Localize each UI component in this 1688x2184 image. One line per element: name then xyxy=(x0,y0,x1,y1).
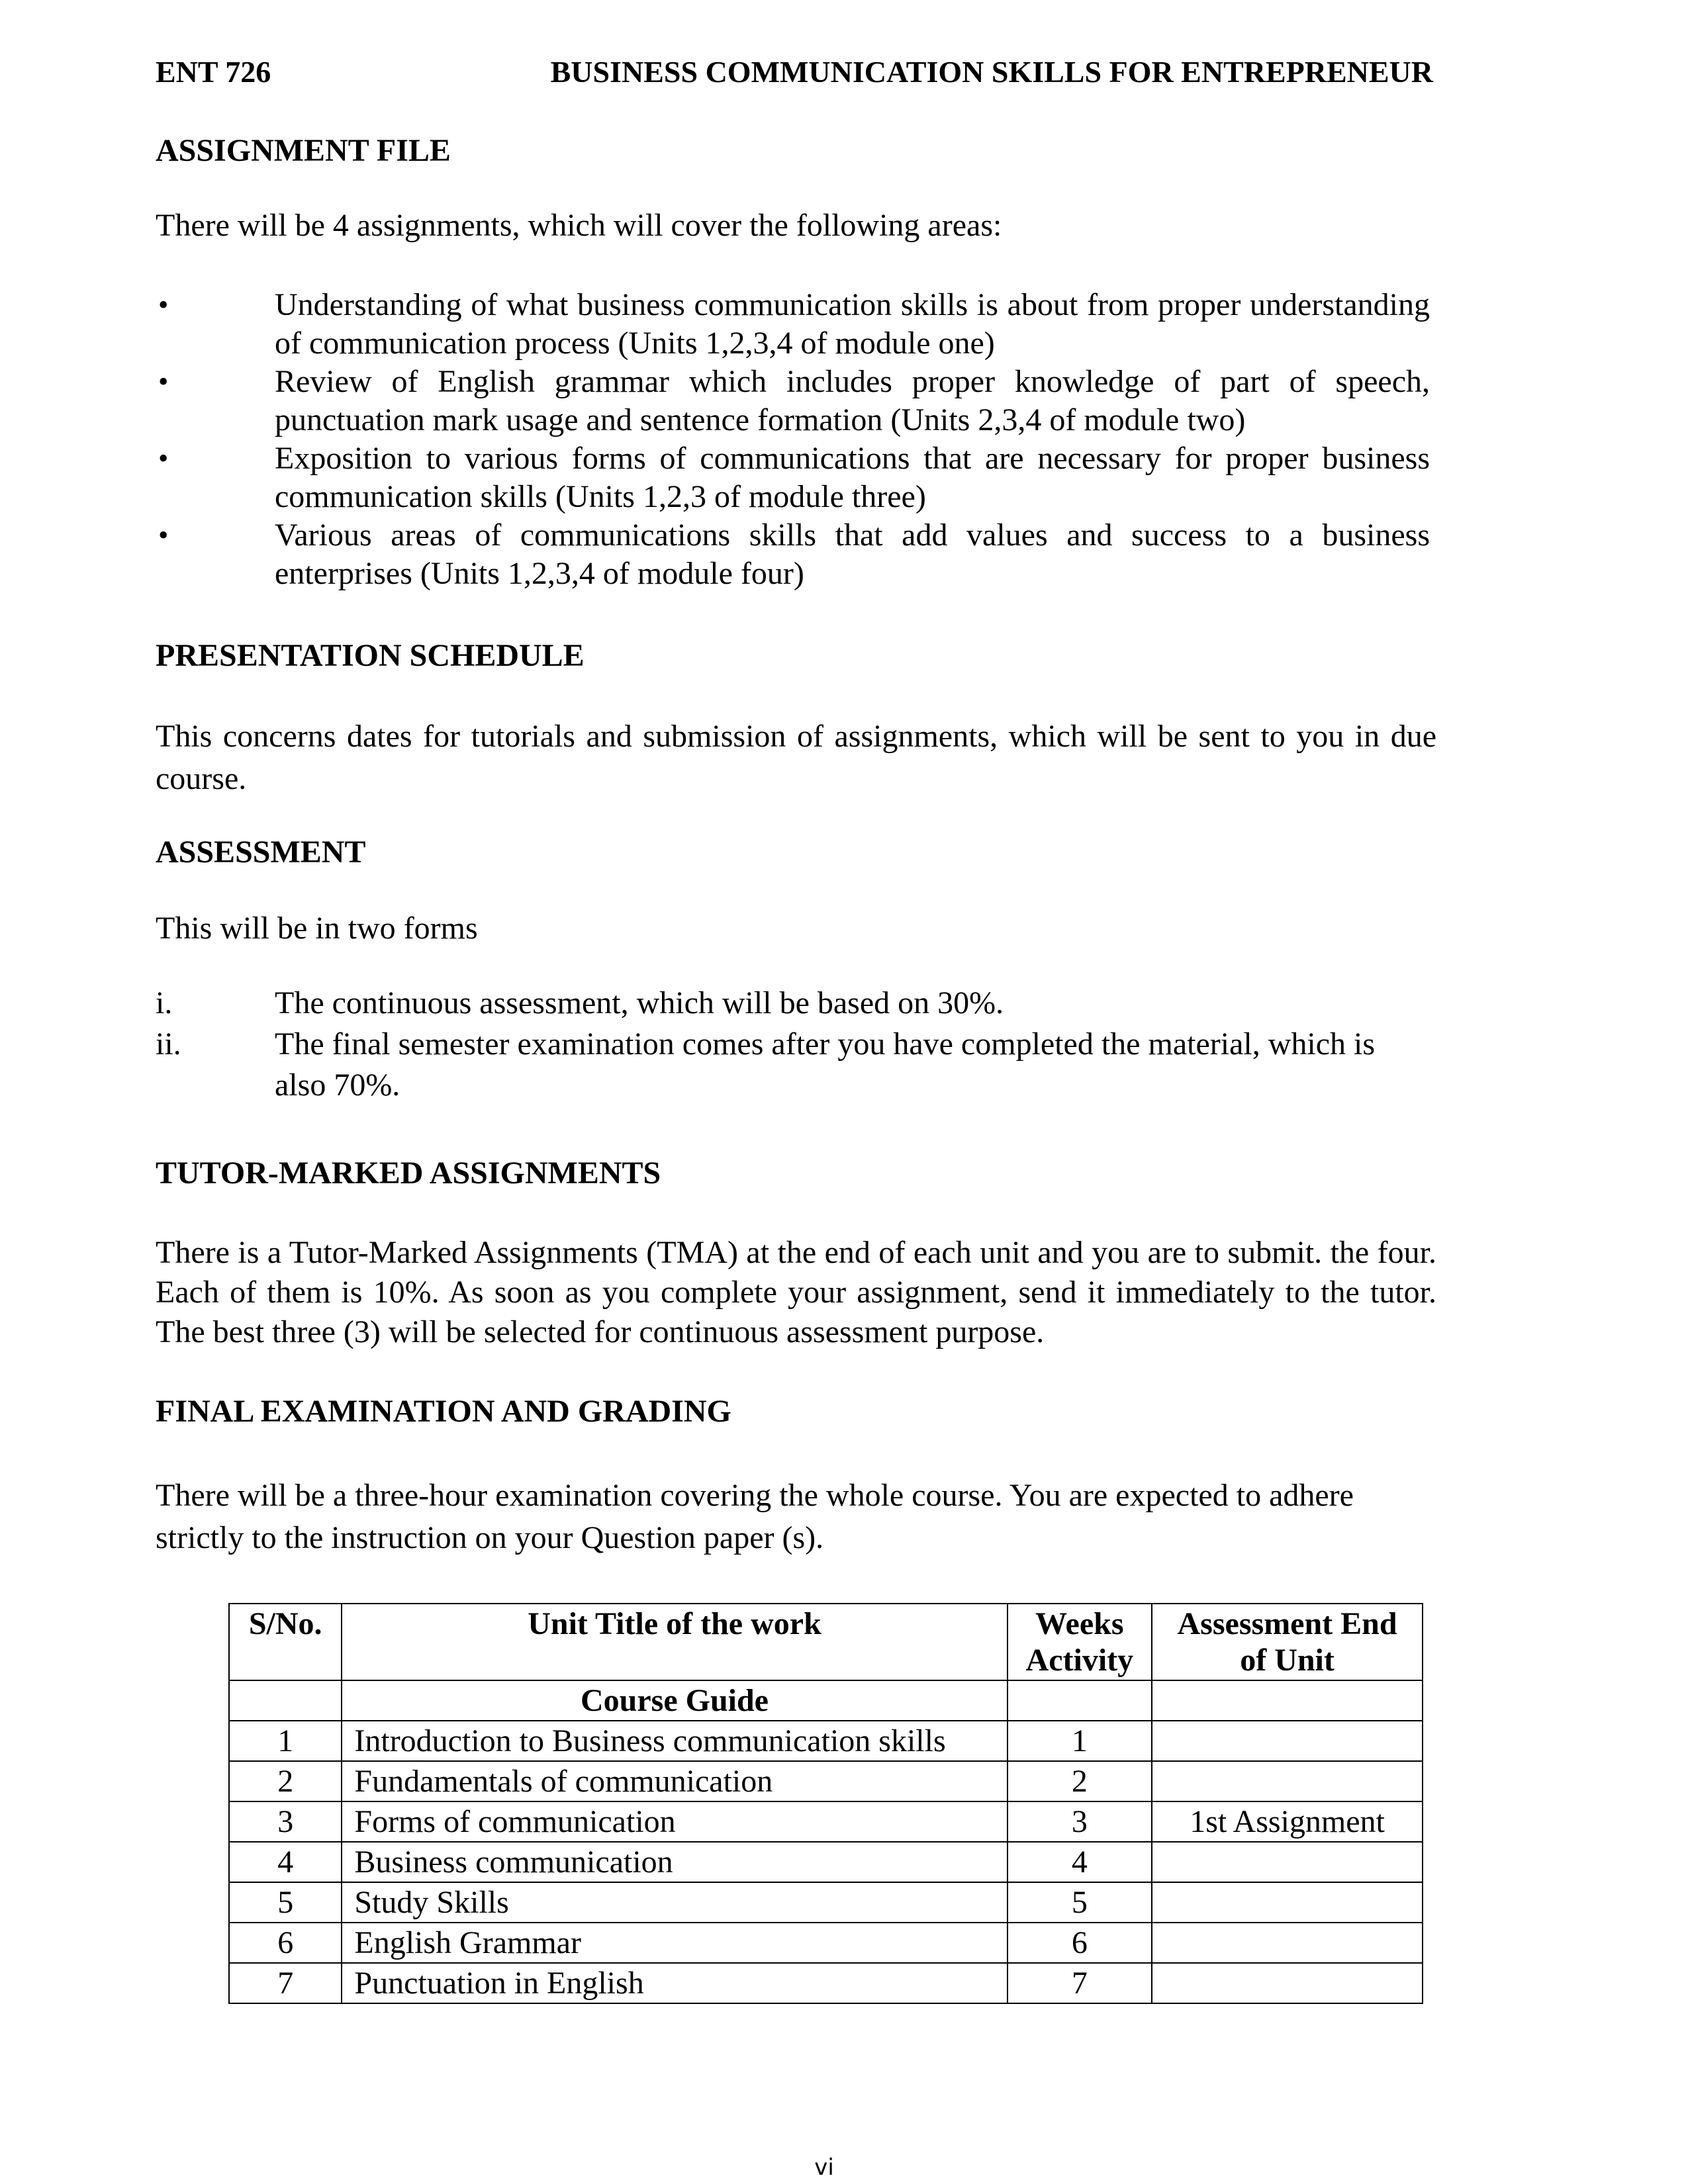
list-item xyxy=(156,439,1430,516)
presentation-schedule-text: This concerns dates for tutorials and submission of assignments, which will be sent to you in due course. xyxy=(156,719,1436,796)
cell-weeks: 6 xyxy=(1008,1923,1152,1963)
cell-title: Study Skills xyxy=(342,1882,1007,1923)
assignment-file-intro: There will be 4 assignments, which will cover the following areas: xyxy=(156,208,1002,243)
final-exam-heading: FINAL EXAMINATION AND GRADING xyxy=(156,1394,731,1429)
page-header xyxy=(156,54,1433,101)
cell-sno: 7 xyxy=(229,1963,342,2003)
table-row xyxy=(229,1761,1423,1801)
table-row xyxy=(229,1882,1423,1923)
cell-assessment xyxy=(1152,1882,1423,1923)
cell-assessment xyxy=(1152,1761,1423,1801)
cell-weeks: 2 xyxy=(1008,1761,1152,1801)
table-row xyxy=(229,1801,1423,1842)
bullet-icon: • xyxy=(158,519,169,551)
cell-weeks: 5 xyxy=(1008,1882,1152,1923)
assignment-file-heading: ASSIGNMENT FILE xyxy=(156,133,451,168)
cell-assessment xyxy=(1152,1842,1423,1882)
cell-title: Forms of communication xyxy=(342,1801,1007,1842)
tutor-marked-heading: TUTOR-MARKED ASSIGNMENTS xyxy=(156,1156,661,1191)
list-item-text: The final semester examination comes after you have completed the material, which is also 70%. xyxy=(275,1026,1376,1103)
cell-assessment: 1st Assignment xyxy=(1152,1801,1423,1842)
list-item-text: Understanding of what business communication skills is about from proper understanding of communication process (Units 1,2,3,4 of module one) xyxy=(275,287,1430,361)
course-title: BUSINESS COMMUNICATION SKILLS FOR ENTREPRENEUR xyxy=(550,55,1433,89)
assignment-areas-list xyxy=(156,286,1430,593)
cell-title: English Grammar xyxy=(342,1923,1007,1963)
table-row xyxy=(229,1963,1423,2003)
cell-title: Introduction to Business communication skills xyxy=(342,1721,1007,1761)
header-sno: S/No. xyxy=(229,1604,342,1680)
cell-assessment xyxy=(1152,1963,1423,2003)
cell-sno: 2 xyxy=(229,1761,342,1801)
final-exam-text: There will be a three-hour examination covering the whole course. You are expected to adhere strictly to the instruction on your Question paper (s). xyxy=(156,1478,1354,1555)
page-number: vi xyxy=(814,2154,834,2181)
list-item-text: The continuous assessment, which will be based on 30%. xyxy=(275,985,1004,1021)
table-cell xyxy=(229,1680,342,1721)
course-schedule-table xyxy=(228,1603,1423,2004)
header-weeks-activity: Weeks Activity xyxy=(1008,1604,1152,1680)
cell-sno: 1 xyxy=(229,1721,342,1761)
list-item xyxy=(156,286,1430,363)
course-guide-cell: Course Guide xyxy=(342,1680,1007,1721)
cell-title: Punctuation in English xyxy=(342,1963,1007,2003)
cell-title: Business communication xyxy=(342,1842,1007,1882)
cell-weeks: 4 xyxy=(1008,1842,1152,1882)
cell-weeks: 1 xyxy=(1008,1721,1152,1761)
presentation-schedule-heading: PRESENTATION SCHEDULE xyxy=(156,638,585,673)
table-cell xyxy=(1008,1680,1152,1721)
table-row xyxy=(229,1923,1423,1963)
table-header-row xyxy=(229,1604,1423,1680)
assessment-forms-list xyxy=(156,983,1430,1106)
cell-sno: 4 xyxy=(229,1842,342,1882)
header-assessment: Assessment End of Unit xyxy=(1152,1604,1423,1680)
list-item-number: i. xyxy=(156,985,173,1021)
bullet-icon: • xyxy=(158,365,169,398)
bullet-icon: • xyxy=(158,289,169,321)
tutor-marked-text: There is a Tutor-Marked Assignments (TMA) at the end of each unit and you are to submit. the four. Each of them is 10%. As soon as you complete your assignment, send it immediately to the tutor. The best three (3) will be selected for continuous assessment purpose. xyxy=(156,1235,1436,1349)
table-row xyxy=(229,1842,1423,1882)
table-cell xyxy=(1152,1680,1423,1721)
header-unit-title: Unit Title of the work xyxy=(342,1604,1007,1680)
list-item xyxy=(156,1024,1430,1106)
cell-sno: 6 xyxy=(229,1923,342,1963)
list-item xyxy=(156,983,1430,1024)
list-item xyxy=(156,516,1430,593)
assessment-heading: ASSESSMENT xyxy=(156,835,366,870)
cell-sno: 3 xyxy=(229,1801,342,1842)
table-row xyxy=(229,1721,1423,1761)
list-item xyxy=(156,363,1430,439)
assessment-intro: This will be in two forms xyxy=(156,911,478,946)
cell-sno: 5 xyxy=(229,1882,342,1923)
cell-assessment xyxy=(1152,1923,1423,1963)
table-row xyxy=(229,1680,1423,1721)
list-item-number: ii. xyxy=(156,1026,181,1062)
list-item-text: Review of English grammar which includes proper knowledge of part of speech, punctuation mark usage and sentence formation (Units 2,3,4 of module two) xyxy=(275,364,1430,437)
cell-weeks: 3 xyxy=(1008,1801,1152,1842)
cell-weeks: 7 xyxy=(1008,1963,1152,2003)
course-code: ENT 726 xyxy=(156,55,271,89)
list-item-text: Various areas of communications skills that add values and success to a business enterprises (Units 1,2,3,4 of module four) xyxy=(275,518,1430,591)
bullet-icon: • xyxy=(158,442,169,475)
cell-assessment xyxy=(1152,1721,1423,1761)
cell-title: Fundamentals of communication xyxy=(342,1761,1007,1801)
list-item-text: Exposition to various forms of communications that are necessary for proper business communication skills (Units 1,2,3 of module three) xyxy=(275,441,1430,514)
